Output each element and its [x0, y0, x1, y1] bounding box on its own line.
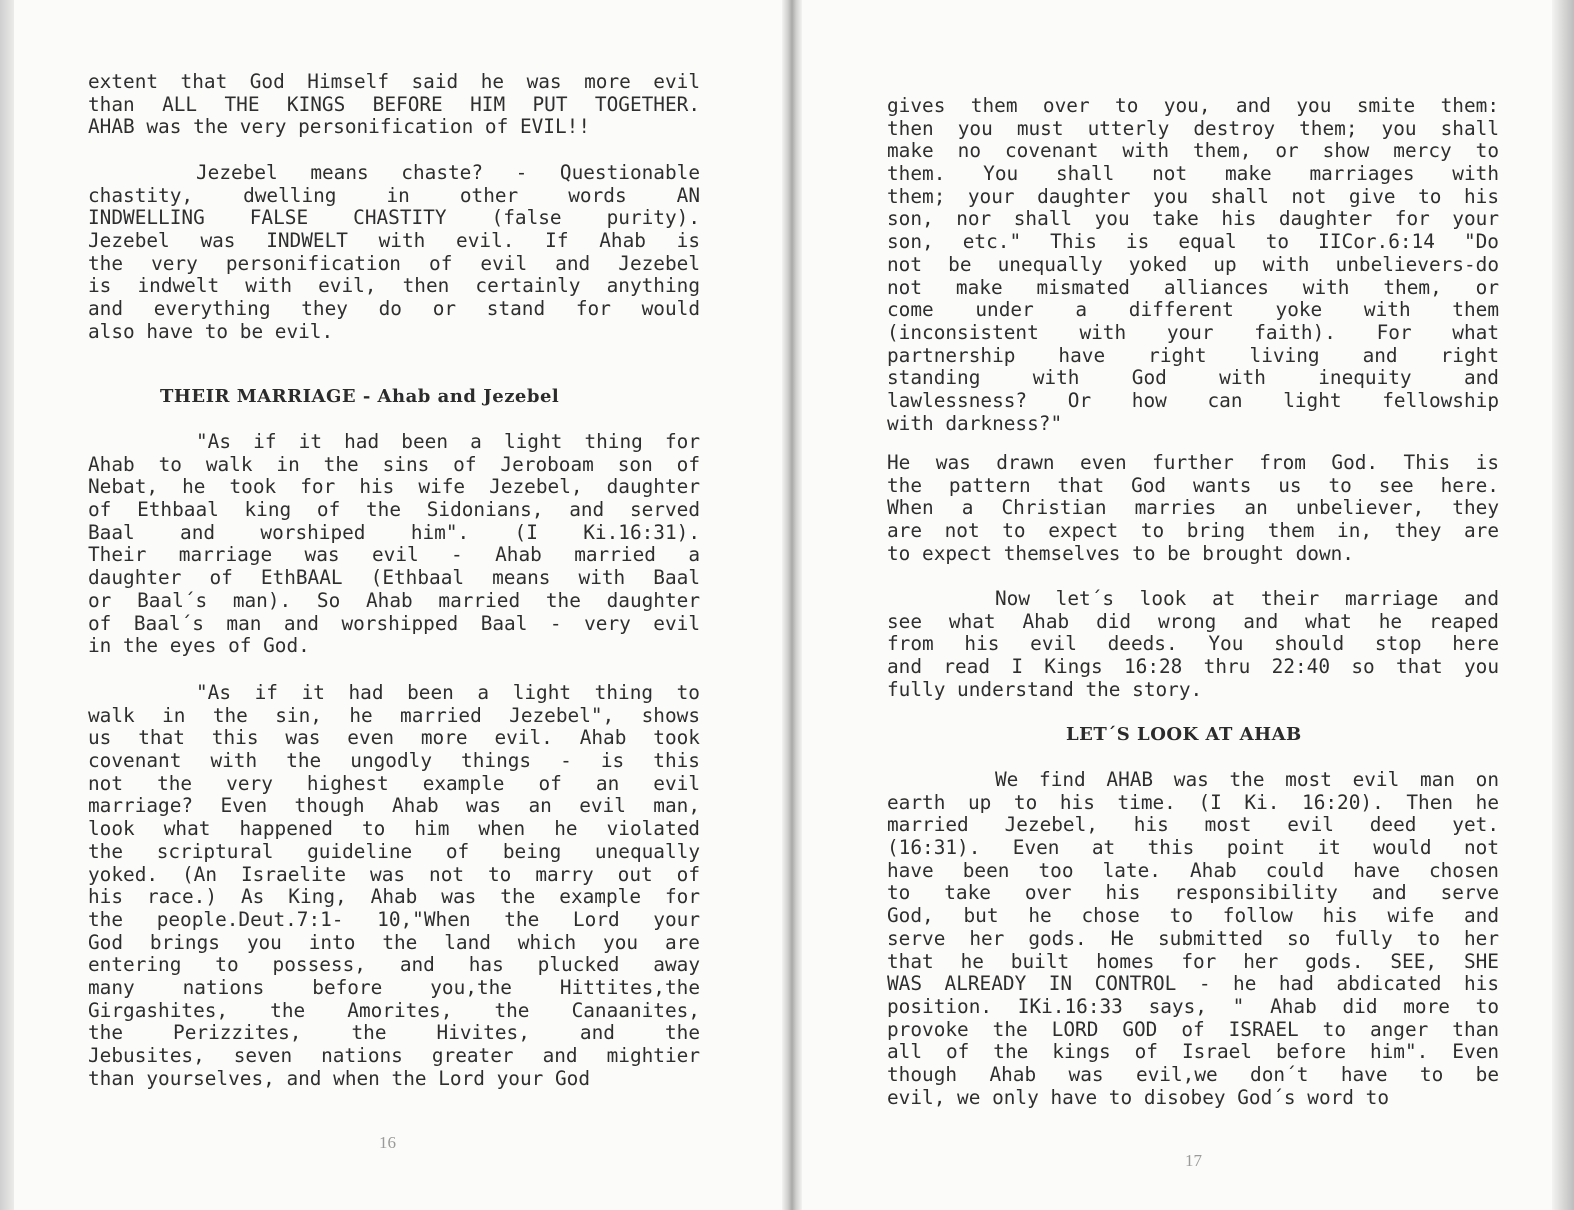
- text-line: covenant with the ungodly things - is this: [88, 750, 700, 773]
- text-line: of Baal´s man and worshipped Baal - very evil: [88, 612, 700, 635]
- text-line: that he built homes for her gods. SEE, SHE: [887, 950, 1499, 973]
- text-line: son, etc." This is equal to IICor.6:14 "Do: [887, 231, 1499, 254]
- text-line: AHAB was the very personification of EVIL!!: [88, 116, 590, 139]
- text-line: to take over his responsibility and serve: [887, 882, 1499, 905]
- text-line: them; your daughter you shall not give to his: [887, 185, 1499, 208]
- text-line: the very personification of evil and Jezebel: [88, 252, 700, 275]
- text-line: see what Ahab did wrong and what he reaped: [887, 610, 1499, 633]
- text-line: or Baal´s man). So Ahab married the daughter: [88, 589, 700, 612]
- section-heading: THEIR MARRIAGE - Ahab and Jezebel: [160, 386, 560, 407]
- text-line: We find AHAB was the most evil man on: [995, 769, 1499, 791]
- text-line: Jezebel was INDWELT with evil. If Ahab is: [88, 230, 700, 253]
- text-line: earth up to his time. (I Ki. 16:20). Then he: [887, 791, 1499, 814]
- text-line: When a Christian marries an unbeliever, they: [887, 497, 1499, 520]
- text-line: though Ahab was evil,we don´t have to be: [887, 1063, 1499, 1086]
- text-line: and everything they do or stand for would: [88, 298, 700, 321]
- paragraph: [887, 588, 1499, 701]
- text-line: to expect themselves to be brought down.: [887, 542, 1354, 565]
- text-line: God brings you into the land which you are: [88, 931, 700, 954]
- text-line: Jebusites, seven nations greater and mightier: [88, 1045, 700, 1067]
- text-line: come under a different yoke with them: [887, 299, 1499, 322]
- text-line: not make mismated alliances with them, or: [887, 276, 1499, 299]
- text-line: many nations before you,the Hittites,the: [88, 976, 700, 999]
- text-line: daughter of EthBAAL (Ethbaal means with Baal: [88, 567, 700, 590]
- text-line: yoked. (An Israelite was not to marry out of: [88, 863, 700, 886]
- text-line: than ALL THE KINGS BEFORE HIM PUT TOGETHER.: [88, 93, 700, 116]
- paragraph: [887, 95, 1499, 435]
- text-line: fully understand the story.: [887, 678, 1203, 701]
- text-line: WAS ALREADY IN CONTROL - he had abdicated his: [887, 973, 1499, 996]
- text-line: marriage? Even though Ahab was an evil man,: [88, 795, 700, 818]
- book-gutter: [782, 0, 802, 1210]
- text-line: his race.) As King, Ahab was the example for: [88, 886, 700, 909]
- text-line: entering to possess, and has plucked away: [88, 954, 700, 977]
- text-line: in the eyes of God.: [88, 635, 310, 658]
- text-line: Their marriage was evil - Ahab married a: [88, 544, 700, 567]
- text-line: are not to expect to bring them in, they are: [887, 520, 1499, 543]
- text-line: the Perizzites, the Hivites, and the: [88, 1022, 700, 1045]
- text-line: partnership have right living and right: [887, 344, 1499, 367]
- text-line: position. IKi.16:33 says, " Ahab did more to: [887, 995, 1499, 1018]
- text-line: (16:31). Even at this point it would not: [887, 837, 1499, 860]
- text-line: Baal and worshiped him". (I Ki.16:31).: [88, 521, 700, 544]
- page-number-left: 16: [379, 1133, 396, 1152]
- text-line: extent that God Himself said he was more evil: [88, 71, 700, 93]
- text-line: not be unequally yoked up with unbelievers-do: [887, 253, 1499, 276]
- text-line: is indwelt with evil, then certainly anything: [88, 275, 700, 298]
- text-line: provoke the LORD GOD of ISRAEL to anger than: [887, 1018, 1499, 1041]
- paragraph: [887, 452, 1499, 565]
- text-line: Jezebel means chaste? - Questionable: [196, 162, 700, 184]
- text-line: all of the kings of Israel before him". Even: [887, 1041, 1499, 1064]
- text-line: married Jezebel, his most evil deed yet.: [887, 814, 1499, 837]
- text-line: evil, we only have to disobey God´s word to: [887, 1086, 1389, 1109]
- text-line: us that this was even more evil. Ahab took: [88, 727, 700, 750]
- text-line: walk in the sin, he married Jezebel", shows: [88, 704, 700, 727]
- text-line: make no covenant with them, or show mercy to: [887, 140, 1499, 163]
- left-page: [14, 0, 789, 1210]
- text-line: from his evil deeds. You should stop here: [887, 633, 1499, 656]
- text-line: also have to be evil.: [88, 320, 334, 343]
- text-line: (inconsistent with your faith). For what: [887, 321, 1499, 344]
- text-line: them. You shall not make marriages with: [887, 163, 1499, 186]
- text-line: "As if it had been a light thing for: [196, 431, 700, 453]
- text-line: look what happened to him when he violated: [88, 818, 700, 841]
- text-line: chastity, dwelling in other words AN: [88, 184, 700, 207]
- text-line: then you must utterly destroy them; you shall: [887, 117, 1499, 140]
- text-line: and read I Kings 16:28 thru 22:40 so that you: [887, 656, 1499, 679]
- text-line: standing with God with inequity and: [887, 367, 1499, 390]
- text-line: have been too late. Ahab could have chosen: [887, 859, 1499, 882]
- paragraph: [88, 162, 700, 344]
- book-right-edge: [1552, 0, 1574, 1210]
- paragraph: [887, 769, 1499, 1109]
- paragraph: [88, 431, 700, 658]
- paragraph: [88, 682, 700, 1090]
- text-line: Ahab to walk in the sins of Jeroboam son of: [88, 453, 700, 476]
- section-heading: LET´S LOOK AT AHAB: [1066, 724, 1302, 745]
- text-line: the pattern that God wants us to see here.: [887, 474, 1499, 497]
- paragraph: [88, 71, 700, 139]
- text-line: Now let´s look at their marriage and: [995, 588, 1499, 610]
- text-line: not the very highest example of an evil: [88, 772, 700, 795]
- text-line: God, but he chose to follow his wife and: [887, 905, 1499, 928]
- text-line: INDWELLING FALSE CHASTITY (false purity).: [88, 207, 700, 230]
- text-line: lawlessness? Or how can light fellowship: [887, 389, 1499, 412]
- text-line: with darkness?": [887, 412, 1063, 435]
- page-number-right: 17: [1185, 1151, 1202, 1170]
- text-line: than yourselves, and when the Lord your God: [88, 1067, 590, 1090]
- text-line: son, nor shall you take his daughter for your: [887, 208, 1499, 231]
- text-line: He was drawn even further from God. This is: [887, 452, 1499, 474]
- text-line: Girgashites, the Amorites, the Canaanites,: [88, 999, 700, 1022]
- right-page: [795, 0, 1559, 1210]
- text-line: of Ethbaal king of the Sidonians, and served: [88, 499, 700, 522]
- text-line: Nebat, he took for his wife Jezebel, daughter: [88, 476, 700, 499]
- text-line: serve her gods. He submitted so fully to her: [887, 927, 1499, 950]
- text-line: "As if it had been a light thing to: [196, 682, 700, 704]
- text-line: gives them over to you, and you smite them:: [887, 95, 1499, 117]
- text-line: the scriptural guideline of being unequally: [88, 840, 700, 863]
- text-line: the people.Deut.7:1- 10,"When the Lord your: [88, 908, 700, 931]
